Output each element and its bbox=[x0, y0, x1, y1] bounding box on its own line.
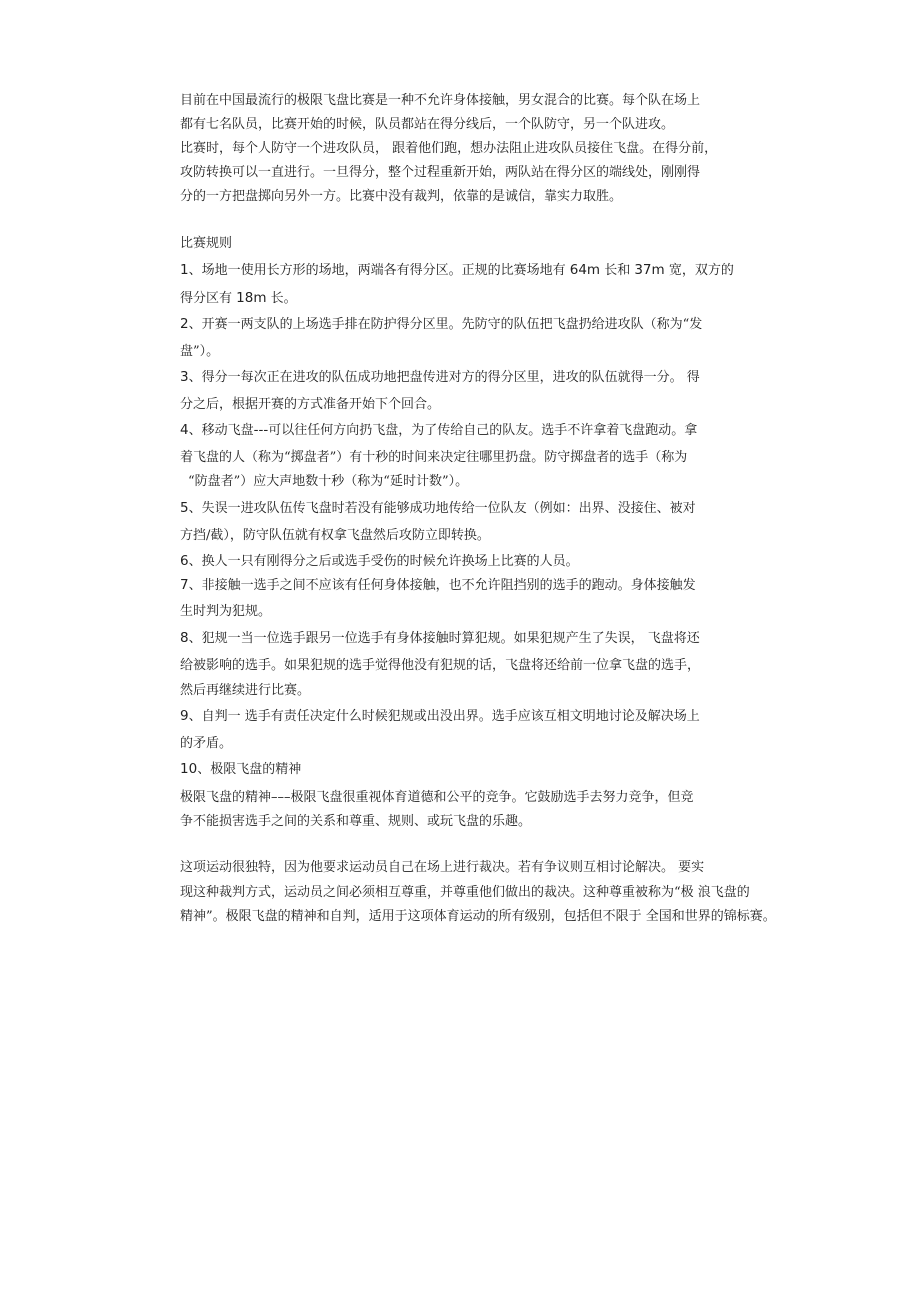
rule-separator: --- bbox=[253, 422, 269, 438]
rule-number: 3 bbox=[180, 369, 189, 385]
rule-9 bbox=[180, 707, 700, 725]
rule-text: 、开赛一两支队的上场选手排在防护得分区里。先防守的队伍把飞盘扔给进攻队（称为“发 bbox=[188, 317, 703, 332]
rule-number: 1 bbox=[180, 262, 189, 278]
rule-text: 、失误一进攻队伍传飞盘时若没有能够成功地传给一位队友（例如：出界、没接住、被对 bbox=[188, 501, 696, 516]
rule-4 bbox=[180, 421, 697, 439]
rule-number: 7 bbox=[180, 577, 189, 593]
rule-4-cont: “防盘者”）应大声地数十秒（称为“延时计数”）。 bbox=[188, 474, 469, 489]
rule-7-cont: 生时判为犯规。 bbox=[180, 604, 272, 619]
rule-5 bbox=[180, 499, 696, 517]
rule-number: 6 bbox=[180, 553, 189, 569]
rule-2-cont: 盘”）。 bbox=[180, 344, 220, 359]
rule-6 bbox=[180, 552, 579, 570]
rule-text: 宽，双方的 bbox=[664, 263, 734, 278]
closing-line: 现这种裁判方式，运动员之间必须相互尊重，并尊重他们做出的裁决。这种尊重被称为“极 浪飞盘的 bbox=[180, 885, 750, 900]
rule-text: 、得分一每次正在进攻的队伍成功地把盘传进对方的得分区里，进攻的队伍就得一分。 得 bbox=[188, 370, 700, 385]
rule-text: 长。 bbox=[266, 291, 297, 306]
rule-1 bbox=[180, 261, 734, 279]
rule-7 bbox=[180, 576, 696, 594]
closing-line: 精神”。极限飞盘的精神和自判，适用于这项体育运动的所有级别，包括但不限于 全国和世界的锦标赛。 bbox=[180, 909, 776, 924]
rule-number: 9 bbox=[180, 708, 189, 724]
rule-8-cont: 然后再继续进行比赛。 bbox=[180, 683, 311, 698]
rule-number: 10 bbox=[180, 761, 198, 777]
endzone-length-value: 18m bbox=[236, 290, 267, 306]
field-length-value: 64m bbox=[569, 262, 601, 278]
rule-text: 、场地一使用长方形的场地，两端各有得分区。正规的比赛场地有 bbox=[188, 263, 570, 278]
rule-text: 得分区有 bbox=[180, 291, 237, 306]
rule-8-cont: 给被影响的选手。如果犯规的选手觉得他没有犯规的话，飞盘将还给前一位拿飞盘的选手， bbox=[180, 658, 701, 673]
rule-text: 、换人一只有刚得分之后或选手受伤的时候允许换场上比赛的人员。 bbox=[188, 554, 579, 569]
rule-8 bbox=[180, 629, 700, 647]
closing-line: 这项运动很独特，因为他要求运动员自己在场上进行裁决。若有争议则互相讨论解决。 要实 bbox=[180, 860, 705, 875]
rule-text: 、非接触一选手之间不应该有任何身体接触，也不允许阻挡别的选手的跑动。身体接触发 bbox=[188, 578, 696, 593]
spirit-line: 极限飞盘的精神–––极限飞盘很重视体育道德和公平的竞争。它鼓励选手去努力竞争，但竞 bbox=[180, 790, 694, 805]
rule-number: 4 bbox=[180, 422, 189, 438]
rule-text: 、自判一 选手有责任决定什么时候犯规或出没出界。选手应该互相文明地讨论及解决场上 bbox=[188, 709, 700, 724]
rule-text: 长和 bbox=[600, 263, 635, 278]
intro-line: 比赛时，每个人防守一个进攻队员， 跟着他们跑，想办法阻止进攻队员接住飞盘。在得分前， bbox=[180, 141, 718, 156]
rules-heading: 比赛规则 bbox=[180, 236, 233, 251]
rule-2 bbox=[180, 315, 702, 333]
field-width-value: 37m bbox=[634, 262, 665, 278]
rule-3 bbox=[180, 368, 700, 386]
intro-line: 目前在中国最流行的极限飞盘比赛是一种不允许身体接触，男女混合的比赛。每个队在场上 bbox=[180, 93, 701, 108]
rule-text: 、移动飞盘 bbox=[188, 423, 254, 438]
rule-text: 、极限飞盘的精神 bbox=[197, 762, 302, 777]
rule-3-cont: 分之后，根据开赛的方式准备开始下个回合。 bbox=[180, 397, 441, 412]
rule-text: 、犯规一当一位选手跟另一位选手有身体接触时算犯规。如果犯规产生了失误， 飞盘将还 bbox=[188, 631, 700, 646]
intro-line: 分的一方把盘掷向另外一方。比赛中没有裁判，依靠的是诚信，靠实力取胜。 bbox=[180, 189, 623, 204]
intro-line: 攻防转换可以一直进行。一旦得分，整个过程重新开始，两队站在得分区的端线处，刚刚得 bbox=[180, 165, 701, 180]
spirit-line: 争不能损害选手之间的关系和尊重、规则、或玩飞盘的乐趣。 bbox=[180, 814, 532, 829]
rule-1-cont bbox=[180, 289, 297, 307]
intro-line: 都有七名队员，比赛开始的时候，队员都站在得分线后，一个队防守，另一个队进攻。 bbox=[180, 117, 675, 132]
rule-text: 可以往任何方向扔飞盘，为了传给自己的队友。选手不许拿着飞盘跑动。拿 bbox=[268, 423, 698, 438]
rule-number: 5 bbox=[180, 500, 189, 516]
rule-4-cont: 着飞盘的人（称为“掷盘者”）有十秒的时间来决定往哪里扔盘。防守掷盘者的选手（称为 bbox=[180, 450, 688, 465]
rule-5-cont: 方挡/截），防守队伍就有权拿飞盘然后攻防立即转换。 bbox=[180, 528, 490, 543]
rule-number: 2 bbox=[180, 316, 189, 332]
rule-9-cont: 的矛盾。 bbox=[180, 736, 233, 751]
rule-10 bbox=[180, 760, 301, 778]
rule-number: 8 bbox=[180, 630, 189, 646]
